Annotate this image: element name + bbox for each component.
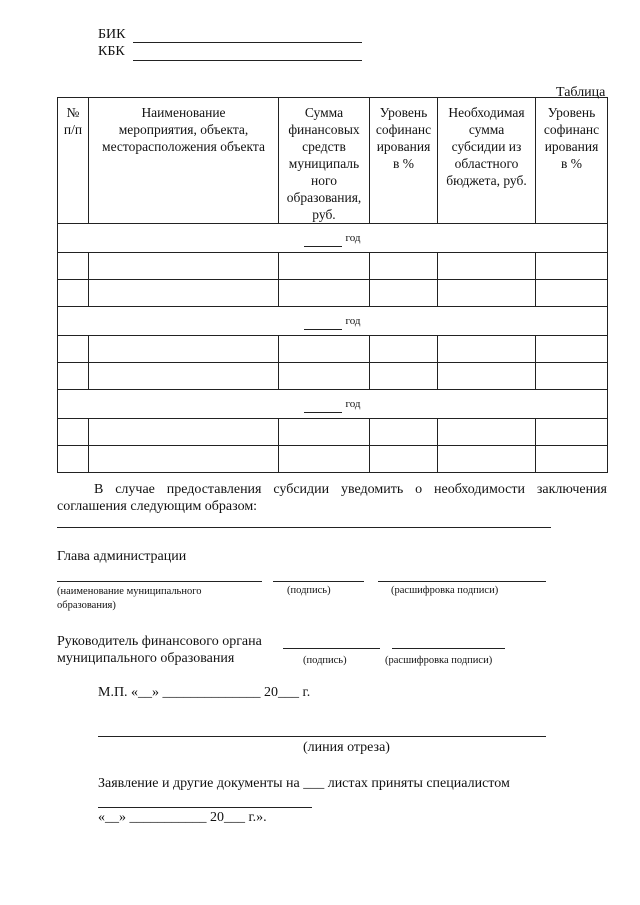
head-signature-caption: (подпись) xyxy=(287,585,331,596)
cut-line xyxy=(98,736,546,737)
header-cell-name: Наименование мероприятия, объекта, месторасположения объекта xyxy=(89,98,279,224)
year-label: год xyxy=(345,231,361,244)
kbk-label: КБК xyxy=(98,44,125,59)
head-decoding-caption: (расшифровка подписи) xyxy=(391,585,499,596)
table-row xyxy=(58,446,608,473)
acceptance-date[interactable]: «__» ___________ 20___ г.». xyxy=(98,810,267,825)
header-cell-required-subsidy: Необходимая сумма субсидии из областного бюджета, руб. xyxy=(438,98,536,224)
subsidy-table xyxy=(57,97,608,473)
year-row xyxy=(58,224,608,253)
year-label: год xyxy=(345,397,361,410)
stamp-date-line[interactable]: М.П. «__» ______________ 20___ г. xyxy=(98,685,311,700)
finance-title-line2: муниципального образования xyxy=(57,651,235,666)
finance-title-line1: Руководитель финансового органа xyxy=(57,634,262,649)
finance-decoding-caption: (расшифровка подписи) xyxy=(385,655,493,666)
header-cell-municipal-sum: Сумма финансовых средств муниципаль ного образования, руб. xyxy=(279,98,370,224)
finance-signature-caption: (подпись) xyxy=(303,655,347,666)
cut-line-label: (линия отреза) xyxy=(303,740,390,755)
table-row xyxy=(58,336,608,363)
year-blank[interactable] xyxy=(304,401,342,413)
table-row xyxy=(58,280,608,307)
year-row xyxy=(58,390,608,419)
finance-decoding-line[interactable] xyxy=(392,648,505,649)
table-row xyxy=(58,253,608,280)
specialist-line[interactable] xyxy=(98,807,312,808)
acceptance-text: Заявление и другие документы на ___ листах приняты специалистом xyxy=(98,776,510,791)
notice-paragraph: В случае предоставления субсидии уведомить о необходимости заключения соглашения следующим образом: xyxy=(57,482,607,514)
head-name-caption: (наименование муниципального образования) xyxy=(57,586,202,611)
year-row xyxy=(58,307,608,336)
table-caption: Таблица xyxy=(556,85,606,100)
table-header-row xyxy=(58,98,608,224)
year-blank[interactable] xyxy=(304,235,342,247)
year-blank[interactable] xyxy=(304,318,342,330)
table-row xyxy=(58,419,608,446)
kbk-field-line[interactable] xyxy=(133,60,362,61)
head-name-line[interactable] xyxy=(57,581,262,582)
header-cell-number: № п/п xyxy=(58,98,89,224)
head-title: Глава администрации xyxy=(57,549,187,564)
notice-answer-line[interactable] xyxy=(57,527,551,528)
header-cell-cofinancing-level-2: Уровень софинанс ирования в % xyxy=(536,98,608,224)
head-decoding-line[interactable] xyxy=(378,581,546,582)
bik-field-line[interactable] xyxy=(133,42,362,43)
header-cell-cofinancing-level: Уровень софинанс ирования в % xyxy=(370,98,438,224)
year-label: год xyxy=(345,314,361,327)
head-signature-line[interactable] xyxy=(273,581,364,582)
finance-signature-line[interactable] xyxy=(283,648,380,649)
bik-label: БИК xyxy=(98,27,126,42)
table-row xyxy=(58,363,608,390)
